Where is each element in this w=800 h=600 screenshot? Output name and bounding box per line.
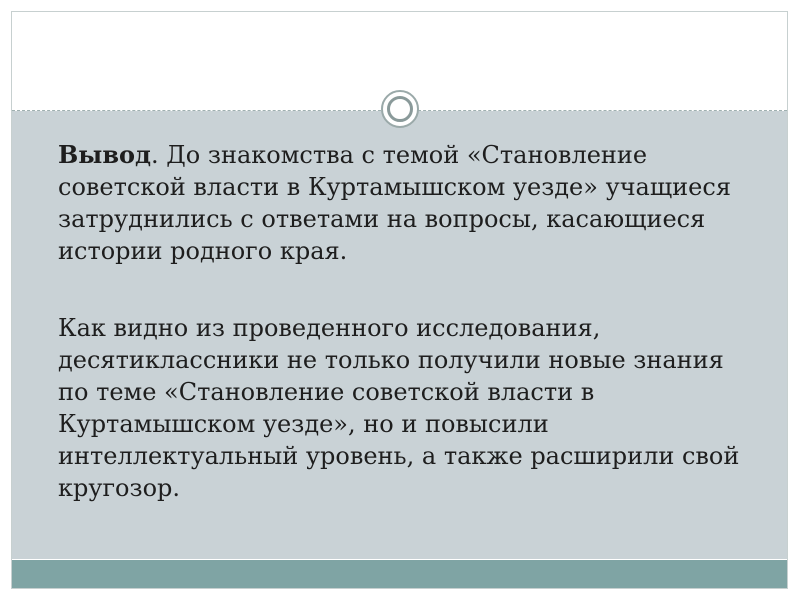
conclusion-paragraph: [58, 139, 758, 267]
result-paragraph: [58, 312, 758, 504]
bottom-bar: [12, 560, 787, 588]
conclusion-lead: Вывод: [58, 140, 152, 169]
ring-ornament-icon: [381, 90, 419, 128]
conclusion-text: . До знакомства с темой «Становление советской власти в Куртамышском уезде» учащиеся затруднились с ответами на вопросы, касающиеся истории родного края.: [58, 141, 731, 265]
result-text: Как видно из проведенного исследования, десятиклассники не только получили новые знания по теме «Становление советской власти в Куртамышском уезде», но и повысили интеллектуальный уровень, а также расширили свой кругозор.: [58, 314, 740, 502]
